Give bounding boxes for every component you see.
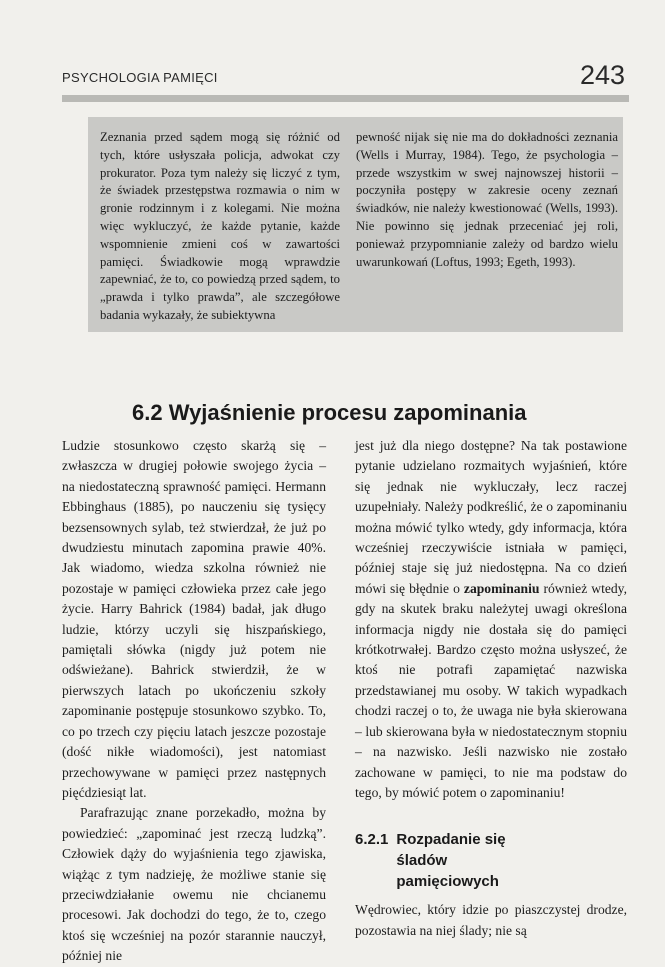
subsection-title: Rozpadanie się śladów pamięciowych [396,831,506,891]
box-text-left: Zeznania przed sądem mogą się różnić od tych, które usłyszała policja, adwokat czy prokurator. Poza tym należy się liczyć z tym, że świadek przestępstwa rozmawia o nim w gronie rodzinnym i z kolegami. Nie można więc wykluczyć, że każde pytanie, każde wspomnienie zmieni coś w zawartości pamięci. Świadkowie mogą wprawdzie zapewniać, że to, co powiedzą przed sądem, to „prawda i tylko prawda”, ale szczegółowe badania wykazały, że subiektywna [100,130,340,322]
paragraph: Ludzie stosunkowo często skarżą się – zwłaszcza w drugiej połowie swojego życia – na niedostateczną sprawność pamięci. Hermann Ebbinghaus (1885), po nauczeniu się tysięcy bezsensownych sylab, też stwierdzał, że już po dwudziestu minutach zapomina prawie 40%. Jak wiadomo, wiedza szkolna również nie pozostaje w pamięci człowieka przez całe jego życie. Harry Bahrick (1984) badał, jak długo ludzie, którzy uczyli się hiszpańskiego, pamiętali słówka (nigdy już potem nie odświeżane). Bahrick stwierdził, że w pierwszych latach po ukończeniu szkoły zapominanie postępuje stosunkowo szybko. To, co po trzech czy pięciu latach jeszcze pozostaje (dość nikłe wiadomości), jest natomiast przechowywane w pamięci przez następnych pięćdziesiąt lat. [62,438,326,800]
paragraph: Wędrowiec, który idzie po piaszczystej drodze, pozostawia na niej ślady; nie są [355,902,627,938]
paragraph-text: również wtedy, gdy na skutek braku należytej uwagi określona informacja nigdy nie dostała się do pamięci krótkotrwałej. Bardzo często można usłyszeć, że ktoś nie potrafi zapamiętać nazwiska przedstawianej mu osoby. W takich wypadkach chodzi raczej o to, że uwaga nie była skierowana – lub skierowana była w niedostatecznym stopniu – na nazwisko. Jeśli nazwisko nie zostało zachowane w pamięci, to nie ma podstaw do tego, by mówić potem o zapominaniu! [355,580,627,800]
paragraph [355,436,627,803]
bold-term: zapominaniu [463,580,540,596]
box-column-right [356,129,618,271]
running-head: PSYCHOLOGIA PAMIĘCI [62,70,218,85]
page-number: 243 [579,60,625,90]
subsection-heading [355,829,627,892]
body-column-right [355,436,627,941]
subsection-number: 6.2.1 [355,831,389,849]
paragraph: Parafrazując znane porzekadło, można by powiedzieć: „zapominać jest rzeczą ludzką”. Człowiek dąży do wyjaśnienia tego zjawiska, wiążąc z tym nadzieję, że możliwe stanie się przeciwdziałanie owemu nie chcianemu procesowi. Jak dochodzi do tego, że to, czego ktoś się wcześniej na pozór starannie nauczył, później nie [62,805,326,964]
box-text-right: pewność nijak się nie ma do dokładności zeznania (Wells i Murray, 1984). Tego, że psychologia – przede wszystkim w swej najnowszej historii – poczyniła postępy w zakresie oceny zeznań świadków, nie należy kwestionować (Wells, 1993). Nie powinno się jednak przeceniać jej roli, ponieważ przypomnianie zależy od bardzo wielu uwarunkowań (Loftus, 1993; Egeth, 1993). [356,130,618,269]
box-column-left [100,129,340,325]
section-heading: 6.2 Wyjaśnienie procesu zapominania [132,400,527,425]
body-column-left [62,436,326,967]
header-rule [62,95,629,102]
paragraph-text: jest już dla niego dostępne? Na tak postawione pytanie udzielano rozmaitych wyjaśnień, które się jednak nie wykluczały, lecz raczej uzupełniały. Należy podkreślić, że o zapominaniu można mówić tylko wtedy, gdy informacja, która wcześniej rzeczywiście istniała w pamięci, później staje się już niedostępna. Na co dzień mówi się błędnie o [355,438,627,596]
